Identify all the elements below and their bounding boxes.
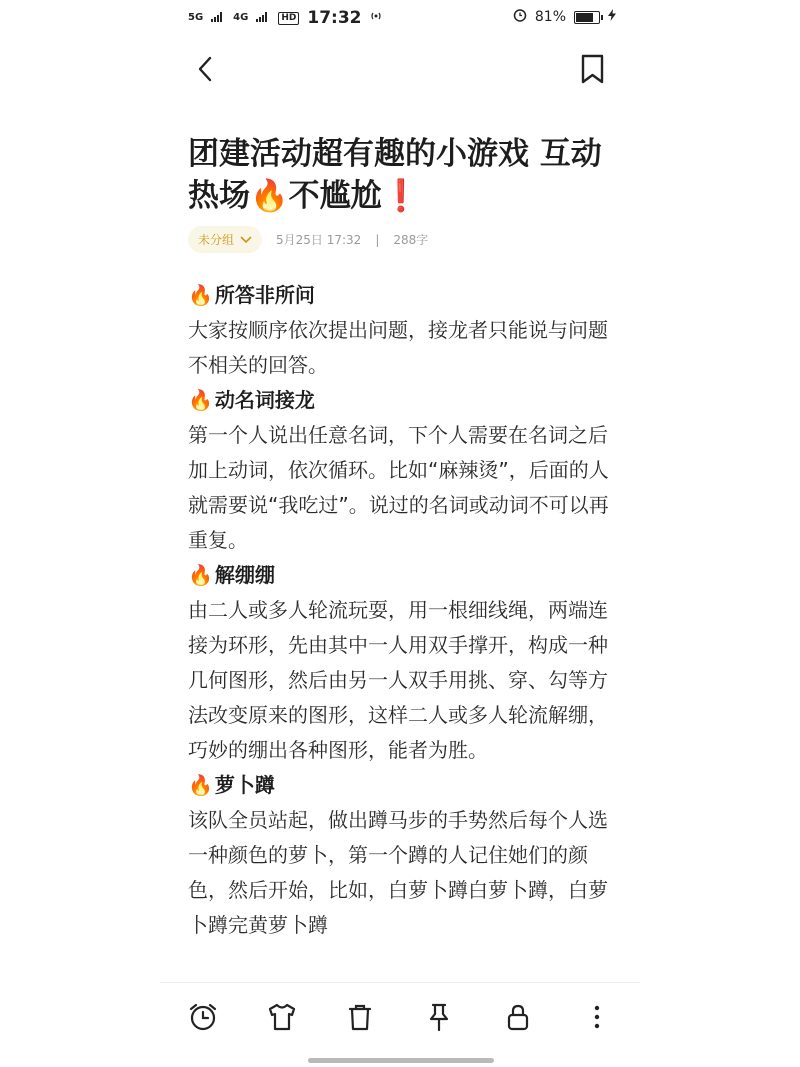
alarm-clock-icon <box>187 1001 219 1033</box>
fire-icon: 🔥 <box>188 563 213 587</box>
section-1 <box>188 278 618 383</box>
group-selector[interactable] <box>188 226 262 253</box>
section-4 <box>188 768 618 943</box>
group-label: 未分组 <box>198 233 235 247</box>
trash-icon <box>344 1001 376 1033</box>
section-heading-text: 解绷绷 <box>214 563 275 587</box>
bottom-toolbar <box>160 982 640 1051</box>
phone-screen <box>160 0 640 1067</box>
section-body: 该队全员站起，做出蹲马步的手势然后每个人选一种颜色的萝卜，第一个蹲的人记住她们的颜色，然后开始，比如，白萝卜蹲白萝卜蹲，白萝卜蹲完黄萝卜蹲 <box>188 808 608 937</box>
status-time: 17:32 <box>307 8 362 28</box>
status-bar <box>160 0 640 34</box>
chevron-left-icon <box>190 52 224 86</box>
delete-button[interactable] <box>344 1001 376 1033</box>
note-date: 5月25日 17:32 <box>276 233 362 247</box>
home-indicator[interactable] <box>308 1058 494 1063</box>
more-vertical-icon <box>581 1001 613 1033</box>
back-button[interactable] <box>190 52 224 86</box>
pin-icon <box>423 1001 455 1033</box>
pin-button[interactable] <box>423 1001 455 1033</box>
section-3 <box>188 558 618 768</box>
fire-icon: 🔥 <box>188 388 213 412</box>
battery-percent: 81% <box>534 9 566 25</box>
section-body: 大家按顺序依次提出问题，接龙者只能说与问题不相关的回答。 <box>188 318 608 377</box>
charging-icon <box>608 9 616 25</box>
section-heading-text: 动名词接龙 <box>214 388 315 412</box>
lock-button[interactable] <box>502 1001 534 1033</box>
reminder-button[interactable] <box>187 1001 219 1033</box>
battery-icon <box>574 11 600 24</box>
fire-icon: 🔥 <box>188 773 213 797</box>
more-button[interactable] <box>581 1001 613 1033</box>
note-title: 团建活动超有趣的小游戏 互动热场🔥不尴尬❗ <box>188 136 602 214</box>
fire-icon: 🔥 <box>188 283 213 307</box>
battery-fill <box>576 13 593 22</box>
nfc-icon <box>369 10 383 26</box>
bookmark-button[interactable] <box>576 52 610 86</box>
network-5g: 5G <box>188 12 204 23</box>
signal-icon-2 <box>256 10 270 26</box>
meta-separator: | <box>375 232 380 247</box>
signal-icon <box>211 10 225 26</box>
status-left <box>188 8 383 28</box>
lock-icon <box>502 1001 534 1033</box>
section-heading <box>188 558 618 593</box>
section-heading <box>188 768 618 803</box>
section-heading <box>188 383 618 418</box>
chevron-down-icon <box>240 236 252 244</box>
bookmark-icon <box>576 52 610 86</box>
section-body: 由二人或多人轮流玩耍，用一根细线绳，两端连接为环形，先由其中一人用双手撑开，构成一种几何图形，然后由另一人双手用挑、穿、勾等方法改变原来的图形，这样二人或多人轮流解绷，巧妙的绷出各种图形，能者为胜。 <box>188 598 608 762</box>
section-heading-text: 萝卜蹲 <box>214 773 275 797</box>
note-meta <box>188 226 428 253</box>
hd-badge: HD <box>278 12 299 25</box>
section-body: 第一个人说出任意名词，下个人需要在名词之后加上动词，依次循环。比如“麻辣烫”，后面的人就需要说“我吃过”。说过的名词或动词不可以再重复。 <box>188 423 609 552</box>
section-heading-text: 所答非所问 <box>214 283 315 307</box>
alarm-icon <box>513 8 527 26</box>
status-right <box>513 8 616 26</box>
tshirt-icon <box>266 1001 298 1033</box>
theme-button[interactable] <box>266 1001 298 1033</box>
word-count: 288字 <box>393 233 429 247</box>
section-2 <box>188 383 618 558</box>
note-content[interactable] <box>188 278 618 943</box>
section-heading <box>188 278 618 313</box>
network-4g: 4G <box>233 12 249 23</box>
